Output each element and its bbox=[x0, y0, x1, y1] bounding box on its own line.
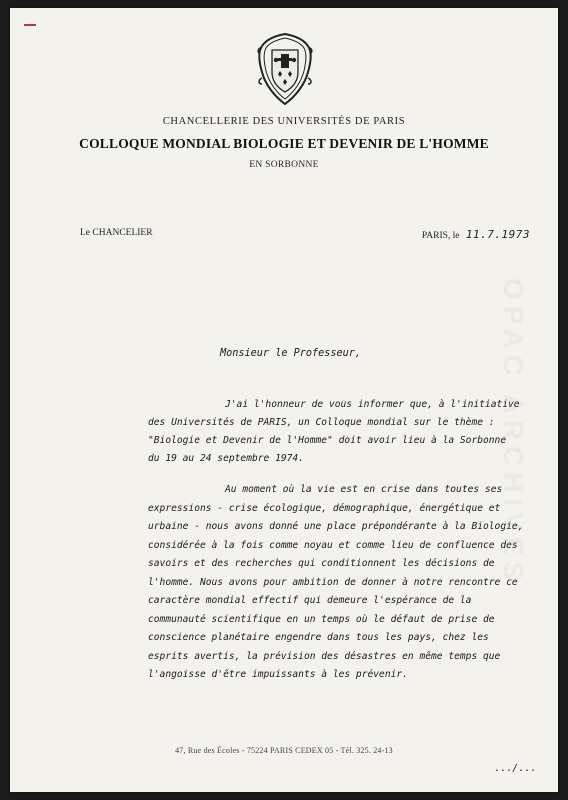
paragraph-line: J'ai l'honneur de vous informer que, à l'initiative bbox=[225, 399, 520, 410]
coat-of-arms-seal-icon bbox=[256, 32, 314, 108]
paragraph-line: expressions - crise écologique, démographique, énergétique et bbox=[148, 502, 501, 514]
footer-address: 47, Rue des Écoles - 75224 PARIS CEDEX 05 - Tél. 325. 24-13 bbox=[175, 746, 393, 755]
dateline-prefix: PARIS, le bbox=[421, 231, 460, 241]
paragraph-line: esprits avertis, la prévision des désastres en même temps que bbox=[148, 650, 501, 662]
paragraph-line: caractère mondial effectif qui demeure l'espérance de la bbox=[148, 595, 472, 606]
paragraph-line: Au moment où la vie est en crise dans toutes ses bbox=[225, 484, 503, 495]
paragraph-2 bbox=[148, 481, 523, 685]
archive-watermark: OPAC ARCHIVES bbox=[498, 278, 529, 587]
letterhead-colloque-title: COLLOQUE MONDIAL BIOLOGIE ET DEVENIR DE L'HOMME bbox=[79, 136, 489, 151]
paragraph-line: "Biologie et Devenir de l'Homme" doit avoir lieu à la Sorbonne bbox=[148, 435, 507, 446]
letter-page bbox=[10, 8, 558, 792]
page-continuation-mark: .../... bbox=[493, 763, 536, 774]
paragraph-line: urbaine - nous avons donné une place prépondérante à la Biologie, bbox=[148, 521, 524, 532]
salutation: Monsieur le Professeur, bbox=[220, 348, 362, 359]
letter-date: 11.7.1973 bbox=[465, 228, 530, 241]
dateline bbox=[422, 228, 530, 241]
paragraph-line: considérée à la fois comme noyau et comme lieu de confluence des bbox=[148, 539, 518, 551]
red-margin-mark bbox=[24, 24, 36, 26]
paragraph-line: conscience planétaire engendre dans tous les pays, chez les bbox=[148, 632, 489, 643]
letterhead-location: EN SORBONNE bbox=[249, 160, 319, 170]
paragraph-line: communauté scientifique en un temps où le défaut de prise de bbox=[148, 613, 495, 625]
paragraph-line: l'homme. Nous avons pour ambition de donner à notre rencontre ce bbox=[148, 576, 518, 588]
paragraph-line: savoirs et des recherches qui conditionnent les décisions de bbox=[148, 558, 495, 569]
paragraph-line: du 19 au 24 septembre 1974. bbox=[148, 453, 304, 464]
sender-title: Le CHANCELIER bbox=[80, 228, 153, 238]
letterhead-chancellerie: CHANCELLERIE DES UNIVERSITÉS DE PARIS bbox=[162, 116, 406, 127]
paragraph-line: l'angoisse d'être impuissants à les prévenir. bbox=[148, 669, 408, 680]
paragraph-1 bbox=[148, 396, 520, 468]
paragraph-line: des Universités de PARIS, un Colloque mondial sur le thème : bbox=[148, 417, 495, 428]
